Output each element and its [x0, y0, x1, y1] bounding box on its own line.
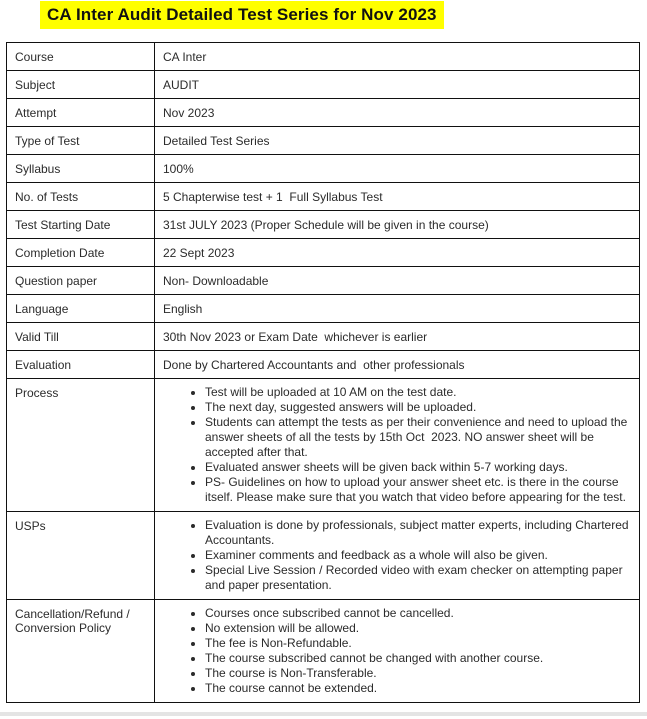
table-row [7, 183, 640, 211]
row-value [155, 512, 640, 600]
row-label: Completion Date [7, 239, 155, 267]
bullet-item: • No extension will be allowed. [205, 621, 633, 636]
table-row [7, 43, 640, 71]
row-value: Detailed Test Series [155, 127, 640, 155]
table-row [7, 267, 640, 295]
row-label: USPs [7, 512, 155, 600]
row-value [155, 379, 640, 512]
row-label: Attempt [7, 99, 155, 127]
bullet-item: • Courses once subscribed cannot be cancelled. [205, 606, 633, 621]
bullet-list [155, 518, 633, 593]
row-label: Language [7, 295, 155, 323]
row-value: 5 Chapterwise test + 1 Full Syllabus Test [155, 183, 640, 211]
row-value [155, 600, 640, 703]
bullet-item: • Test will be uploaded at 10 AM on the test date. [205, 385, 633, 400]
table-row [7, 512, 640, 600]
table-row [7, 323, 640, 351]
table-row [7, 71, 640, 99]
bullet-item: • The next day, suggested answers will be uploaded. [205, 400, 633, 415]
page-bottom-edge [0, 712, 647, 716]
row-value: 100% [155, 155, 640, 183]
row-label: Syllabus [7, 155, 155, 183]
row-label: Subject [7, 71, 155, 99]
bullet-item: • Students can attempt the tests as per their convenience and need to upload the answer sheets of all the tests by 15th Oct 2023. NO answer sheet will be accepted after that. [205, 415, 633, 460]
page-title-wrap [40, 1, 444, 29]
table-row [7, 600, 640, 703]
bullet-item: • The course subscribed cannot be changed with another course. [205, 651, 633, 666]
row-value: CA Inter [155, 43, 640, 71]
table-row [7, 351, 640, 379]
bullet-item: • Evaluated answer sheets will be given back within 5-7 working days. [205, 460, 633, 475]
row-value: Non- Downloadable [155, 267, 640, 295]
bullet-item: • Special Live Session / Recorded video with exam checker on attempting paper and paper presentation. [205, 563, 633, 593]
table-row [7, 211, 640, 239]
table-row [7, 295, 640, 323]
bullet-item: • Evaluation is done by professionals, subject matter experts, including Chartered Accountants. [205, 518, 633, 548]
row-value: Nov 2023 [155, 99, 640, 127]
bullet-item: • The course cannot be extended. [205, 681, 633, 696]
table-row [7, 239, 640, 267]
bullet-item: • The course is Non-Transferable. [205, 666, 633, 681]
table-row [7, 379, 640, 512]
row-label: Test Starting Date [7, 211, 155, 239]
course-details-table [6, 42, 640, 703]
table-row [7, 155, 640, 183]
bullet-item: • Examiner comments and feedback as a whole will also be given. [205, 548, 633, 563]
bullet-item: • PS- Guidelines on how to upload your answer sheet etc. is there in the course itself. Please make sure that you watch that video before appearing for the test. [205, 475, 633, 505]
page-title: CA Inter Audit Detailed Test Series for Nov 2023 [40, 1, 444, 29]
bullet-list [155, 606, 633, 696]
row-label: Evaluation [7, 351, 155, 379]
row-value: English [155, 295, 640, 323]
row-label: Process [7, 379, 155, 512]
row-value: 31st JULY 2023 (Proper Schedule will be given in the course) [155, 211, 640, 239]
row-value: 30th Nov 2023 or Exam Date whichever is earlier [155, 323, 640, 351]
bullet-list [155, 385, 633, 505]
row-label: Type of Test [7, 127, 155, 155]
table-row [7, 99, 640, 127]
row-value: 22 Sept 2023 [155, 239, 640, 267]
row-label: Question paper [7, 267, 155, 295]
row-label: Valid Till [7, 323, 155, 351]
row-value: Done by Chartered Accountants and other professionals [155, 351, 640, 379]
row-value: AUDIT [155, 71, 640, 99]
row-label: No. of Tests [7, 183, 155, 211]
table-row [7, 127, 640, 155]
row-label: Cancellation/Refund / Conversion Policy [7, 600, 155, 703]
row-label: Course [7, 43, 155, 71]
bullet-item: • The fee is Non-Refundable. [205, 636, 633, 651]
